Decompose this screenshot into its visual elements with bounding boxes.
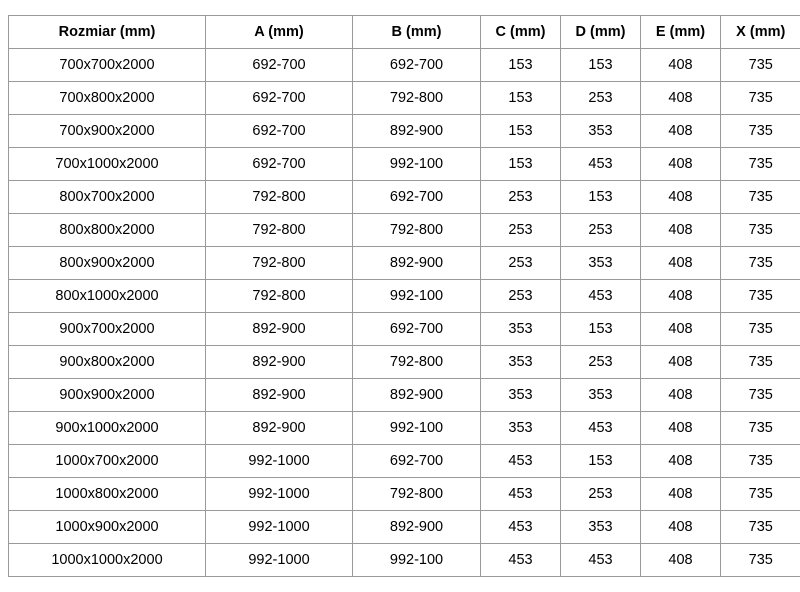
cell-x: 735 [721, 478, 800, 511]
cell-e: 408 [641, 346, 721, 379]
cell-b: 992-100 [353, 148, 481, 181]
cell-b: 892-900 [353, 115, 481, 148]
cell-b: 792-800 [353, 346, 481, 379]
cell-e: 408 [641, 379, 721, 412]
header-b: B (mm) [353, 16, 481, 49]
cell-x: 735 [721, 148, 800, 181]
cell-e: 408 [641, 181, 721, 214]
cell-x: 735 [721, 181, 800, 214]
cell-c: 353 [481, 412, 561, 445]
cell-e: 408 [641, 247, 721, 280]
cell-c: 253 [481, 280, 561, 313]
cell-x: 735 [721, 346, 800, 379]
cell-rozmiar: 700x900x2000 [9, 115, 206, 148]
cell-e: 408 [641, 148, 721, 181]
cell-a: 892-900 [206, 346, 353, 379]
cell-a: 892-900 [206, 379, 353, 412]
cell-b: 992-100 [353, 412, 481, 445]
table-row [9, 544, 800, 577]
cell-rozmiar: 800x700x2000 [9, 181, 206, 214]
cell-x: 735 [721, 544, 800, 577]
cell-c: 353 [481, 346, 561, 379]
header-x: X (mm) [721, 16, 800, 49]
cell-a: 792-800 [206, 214, 353, 247]
cell-a: 792-800 [206, 280, 353, 313]
cell-e: 408 [641, 478, 721, 511]
cell-rozmiar: 1000x800x2000 [9, 478, 206, 511]
cell-e: 408 [641, 511, 721, 544]
cell-b: 892-900 [353, 379, 481, 412]
cell-rozmiar: 1000x700x2000 [9, 445, 206, 478]
cell-b: 792-800 [353, 478, 481, 511]
cell-c: 453 [481, 511, 561, 544]
cell-c: 153 [481, 148, 561, 181]
cell-c: 153 [481, 115, 561, 148]
cell-b: 692-700 [353, 49, 481, 82]
cell-x: 735 [721, 247, 800, 280]
cell-a: 792-800 [206, 181, 353, 214]
cell-rozmiar: 700x700x2000 [9, 49, 206, 82]
cell-d: 353 [561, 115, 641, 148]
table-body [9, 49, 800, 577]
cell-rozmiar: 800x800x2000 [9, 214, 206, 247]
cell-a: 992-1000 [206, 511, 353, 544]
cell-a: 992-1000 [206, 445, 353, 478]
table-row [9, 445, 800, 478]
cell-c: 253 [481, 181, 561, 214]
cell-rozmiar: 900x700x2000 [9, 313, 206, 346]
cell-rozmiar: 900x900x2000 [9, 379, 206, 412]
cell-x: 735 [721, 280, 800, 313]
cell-e: 408 [641, 313, 721, 346]
table-row [9, 181, 800, 214]
cell-d: 253 [561, 346, 641, 379]
cell-a: 892-900 [206, 412, 353, 445]
cell-e: 408 [641, 115, 721, 148]
table-row [9, 82, 800, 115]
cell-x: 735 [721, 379, 800, 412]
cell-d: 453 [561, 544, 641, 577]
cell-c: 153 [481, 82, 561, 115]
cell-a: 792-800 [206, 247, 353, 280]
header-c: C (mm) [481, 16, 561, 49]
table-row [9, 115, 800, 148]
cell-e: 408 [641, 214, 721, 247]
table-row [9, 49, 800, 82]
cell-c: 453 [481, 544, 561, 577]
table-row [9, 280, 800, 313]
table-row [9, 247, 800, 280]
cell-rozmiar: 1000x900x2000 [9, 511, 206, 544]
table-row [9, 346, 800, 379]
header-row [9, 16, 800, 49]
cell-d: 453 [561, 280, 641, 313]
dimensions-table [8, 15, 800, 577]
cell-x: 735 [721, 412, 800, 445]
table-row [9, 379, 800, 412]
cell-d: 253 [561, 214, 641, 247]
header-e: E (mm) [641, 16, 721, 49]
cell-e: 408 [641, 544, 721, 577]
header-rozmiar: Rozmiar (mm) [9, 16, 206, 49]
cell-a: 692-700 [206, 82, 353, 115]
cell-e: 408 [641, 49, 721, 82]
table-row [9, 478, 800, 511]
cell-x: 735 [721, 49, 800, 82]
cell-e: 408 [641, 412, 721, 445]
cell-a: 992-1000 [206, 544, 353, 577]
cell-b: 892-900 [353, 247, 481, 280]
cell-d: 253 [561, 478, 641, 511]
cell-a: 992-1000 [206, 478, 353, 511]
table-header [9, 16, 800, 49]
table-row [9, 313, 800, 346]
table-row [9, 148, 800, 181]
cell-a: 692-700 [206, 148, 353, 181]
cell-c: 453 [481, 478, 561, 511]
cell-b: 692-700 [353, 181, 481, 214]
cell-d: 253 [561, 82, 641, 115]
cell-c: 353 [481, 379, 561, 412]
cell-b: 692-700 [353, 313, 481, 346]
cell-d: 353 [561, 511, 641, 544]
cell-rozmiar: 1000x1000x2000 [9, 544, 206, 577]
cell-rozmiar: 800x900x2000 [9, 247, 206, 280]
cell-x: 735 [721, 115, 800, 148]
cell-a: 892-900 [206, 313, 353, 346]
cell-e: 408 [641, 445, 721, 478]
cell-b: 692-700 [353, 445, 481, 478]
table-row [9, 511, 800, 544]
cell-c: 353 [481, 313, 561, 346]
cell-b: 992-100 [353, 544, 481, 577]
cell-x: 735 [721, 313, 800, 346]
cell-x: 735 [721, 82, 800, 115]
cell-rozmiar: 700x800x2000 [9, 82, 206, 115]
cell-c: 253 [481, 214, 561, 247]
table-row [9, 214, 800, 247]
cell-d: 153 [561, 181, 641, 214]
cell-c: 153 [481, 49, 561, 82]
cell-c: 253 [481, 247, 561, 280]
header-a: A (mm) [206, 16, 353, 49]
cell-d: 153 [561, 49, 641, 82]
header-d: D (mm) [561, 16, 641, 49]
table-row [9, 412, 800, 445]
cell-rozmiar: 900x800x2000 [9, 346, 206, 379]
cell-b: 892-900 [353, 511, 481, 544]
cell-b: 992-100 [353, 280, 481, 313]
cell-x: 735 [721, 511, 800, 544]
cell-a: 692-700 [206, 49, 353, 82]
cell-e: 408 [641, 82, 721, 115]
cell-a: 692-700 [206, 115, 353, 148]
cell-e: 408 [641, 280, 721, 313]
cell-b: 792-800 [353, 214, 481, 247]
cell-rozmiar: 800x1000x2000 [9, 280, 206, 313]
cell-d: 453 [561, 412, 641, 445]
cell-d: 153 [561, 445, 641, 478]
cell-c: 453 [481, 445, 561, 478]
cell-x: 735 [721, 214, 800, 247]
cell-d: 353 [561, 247, 641, 280]
cell-d: 353 [561, 379, 641, 412]
cell-d: 153 [561, 313, 641, 346]
cell-x: 735 [721, 445, 800, 478]
cell-rozmiar: 700x1000x2000 [9, 148, 206, 181]
cell-d: 453 [561, 148, 641, 181]
cell-rozmiar: 900x1000x2000 [9, 412, 206, 445]
cell-b: 792-800 [353, 82, 481, 115]
